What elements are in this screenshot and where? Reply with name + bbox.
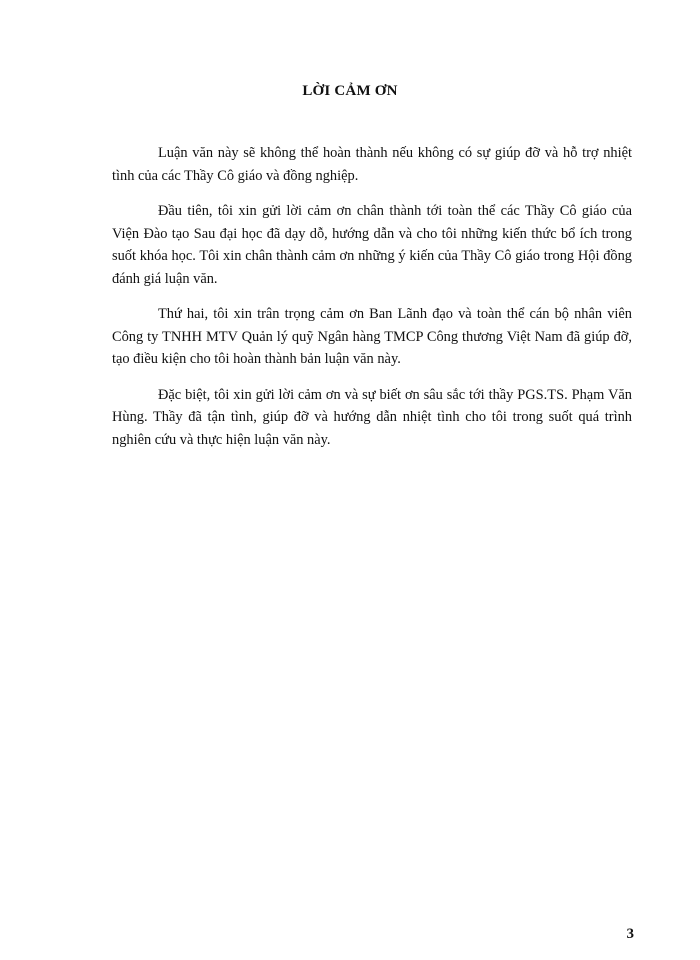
paragraph-advisor-thanks: Đặc biệt, tôi xin gửi lời cảm ơn và sự biết ơn sâu sắc tới thầy PGS.TS. Phạm Văn Hùng. Thầy đã tận tình, giúp đỡ và hướng dẫn nhiệt tình cho tôi trong suốt quá trình nghiên cứu và thực hiện luận văn này. bbox=[112, 386, 632, 448]
acknowledgement-body bbox=[112, 142, 632, 464]
paragraph-company-thanks: Thứ hai, tôi xin trân trọng cảm ơn Ban Lãnh đạo và toàn thể cán bộ nhân viên Công ty TNHH MTV Quản lý quỹ Ngân hàng TMCP Công thương Việt Nam đã giúp đỡ, tạo điều kiện cho tôi hoàn thành bản luận văn này. bbox=[112, 306, 632, 367]
paragraph-faculty-thanks: Đầu tiên, tôi xin gửi lời cảm ơn chân thành tới toàn thể các Thầy Cô giáo của Viện Đào tạo Sau đại học đã dạy dỗ, hướng dẫn và cho tôi những kiến thức bổ ích trong suốt khóa học. Tôi xin chân thành cảm ơn những ý kiến của Thầy Cô giáo trong Hội đồng đánh giá luận văn. bbox=[112, 203, 632, 287]
page-title: LỜI CẢM ƠN bbox=[302, 83, 398, 99]
paragraph-intro: Luận văn này sẽ không thể hoàn thành nếu không có sự giúp đỡ và hỗ trợ nhiệt tình của các Thầy Cô giáo và đồng nghiệp. bbox=[112, 145, 632, 184]
page-number: 3 bbox=[626, 926, 634, 942]
